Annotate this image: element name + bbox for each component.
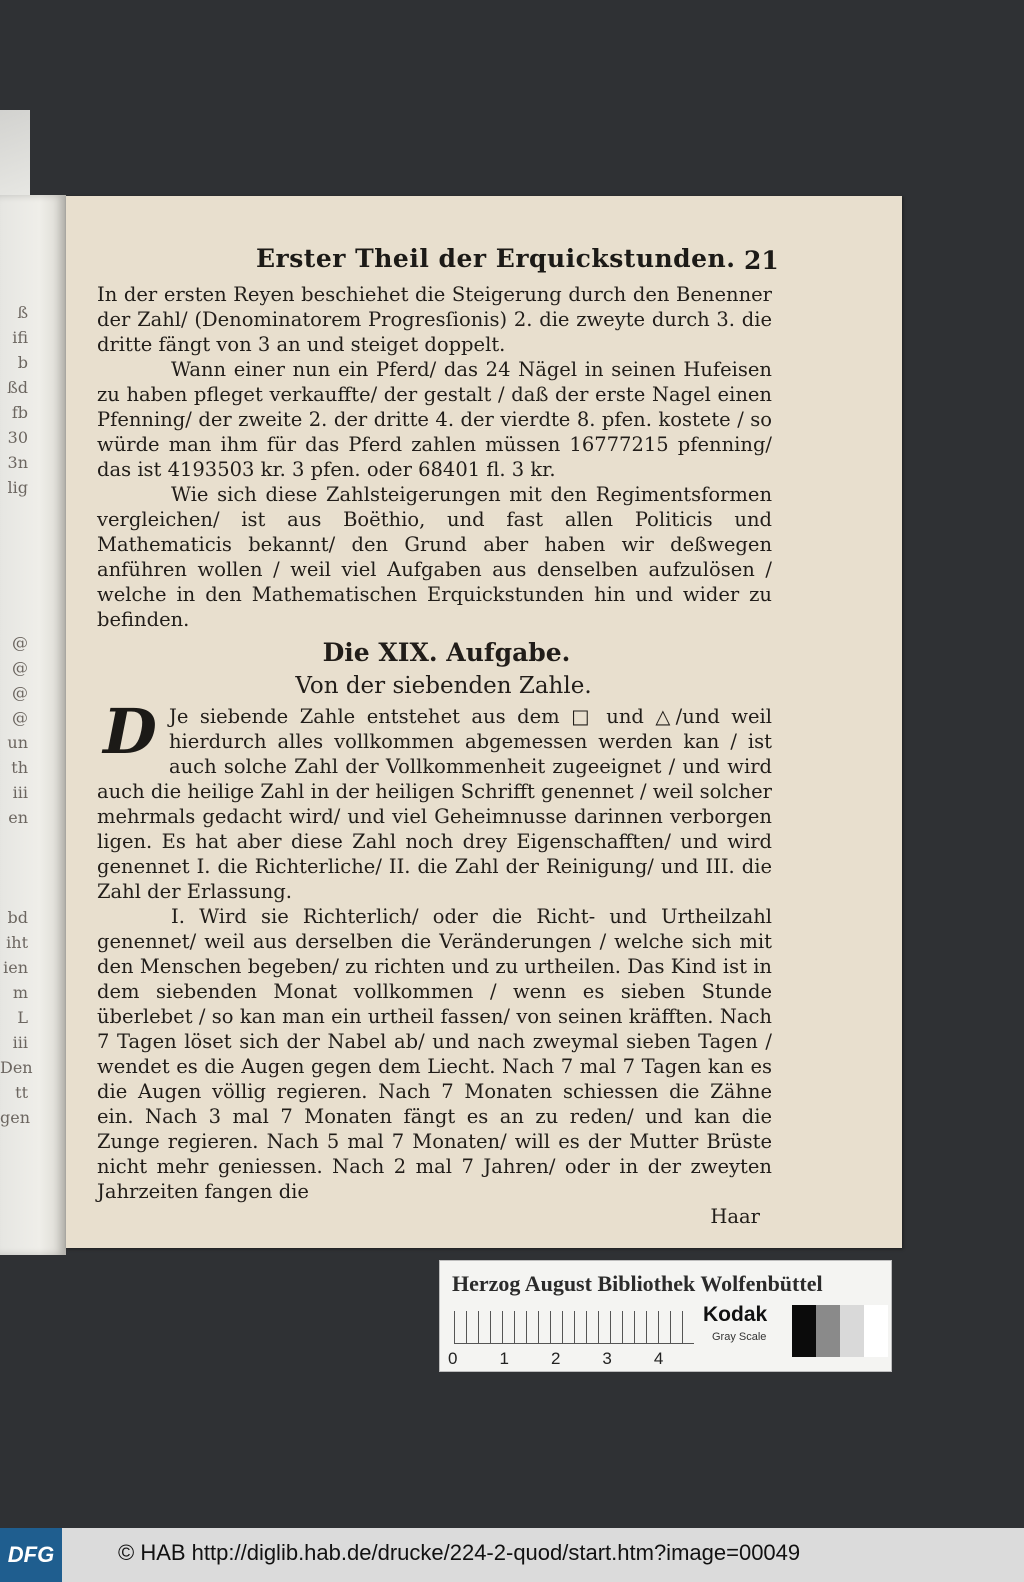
ruler-label: 4 bbox=[653, 1349, 664, 1368]
section-subheading: Von der siebenden Zahle. bbox=[295, 673, 592, 699]
left-page-fragment: L bbox=[17, 1008, 28, 1027]
left-page-fragment: @ bbox=[12, 708, 28, 727]
left-page-fragment: lig bbox=[7, 478, 28, 497]
gray-scale-label: Gray Scale bbox=[712, 1331, 767, 1343]
left-page-fragment: iii bbox=[12, 1033, 28, 1052]
copyright-link[interactable]: © HAB http://diglib.hab.de/drucke/224-2-quod/start.htm?image=00049 bbox=[118, 1540, 801, 1565]
left-page-fragment: gen bbox=[0, 1108, 31, 1127]
scale-ruler bbox=[454, 1311, 694, 1344]
library-name: Herzog August Bibliothek Wolfenbüttel bbox=[452, 1271, 823, 1296]
footer-bar bbox=[0, 1528, 1024, 1582]
paragraph: I. Wird sie Richterlich/ oder die Richt- und Urtheilzahl genennet/ weil aus derselben die Veränderungen / welche sich mit den Menschen begeben/ zu richten und zu urtheilen. Das Kind ist in dem siebenden Monat vollkommen / wenn es sieben Stunde überlebet / so kan man ein urtheil fassen/ von seinen kräfften. Nach 7 Tagen löset sich der Nabel ab/ und nach zweymal sieben Tagen / wendet es die Augen gegen dem Liecht. Nach 7 mal 7 Tagen kan es die Augen völlig regieren. Nach 7 Monaten schiessen die Zähne ein. Nach 3 mal 7 Monaten fängt es an zu reden/ und kan die Zunge regieren. Nach 5 mal 7 Monaten/ will es der Mutter Brüste nicht mehr geniessen. Nach 2 mal 7 Jahren/ oder in der zweyten Jahrzeiten fangen die bbox=[97, 905, 772, 1203]
gray-swatch bbox=[840, 1305, 864, 1357]
gray-swatch bbox=[792, 1305, 816, 1357]
page-text bbox=[97, 282, 772, 1229]
dfg-logo: DFG bbox=[0, 1528, 62, 1582]
gray-swatches bbox=[792, 1305, 888, 1357]
left-page-fragment: fb bbox=[11, 403, 28, 422]
catchword: Haar bbox=[710, 1205, 760, 1228]
page-number: 21 bbox=[744, 246, 779, 275]
paragraph: Wann einer nun ein Pferd/ das 24 Nägel in seinen Hufeisen zu haben pfleget verkauffte/ der gestalt / daß der erste Nagel einen Pfenning/ der zweite 2. der dritte 4. der vierdte 8. pfen. kostete / so würde man ihm für das Pferd zahlen müssen 16777215 pfenning/ das ist 4193503 kr. 3 pfen. oder 68401 fl. 3 kr. bbox=[97, 358, 772, 481]
left-page-fragment: ß bbox=[17, 303, 28, 322]
left-page-fragment: 3n bbox=[7, 453, 28, 472]
paragraph: In der ersten Reyen beschiehet die Steigerung durch den Benenner der Zahl/ (Denominatorem Progresſionis) 2. die zweyte durch 3. die dritte fängt von 3 an und steiget doppelt. bbox=[97, 283, 772, 356]
left-page-fragment: tt bbox=[15, 1083, 28, 1102]
left-page-fragment: @ bbox=[12, 683, 28, 702]
left-page-fragment: ien bbox=[3, 958, 28, 977]
ruler-labels bbox=[448, 1349, 708, 1369]
gray-swatch bbox=[864, 1305, 888, 1357]
left-page-fragment: bd bbox=[7, 908, 28, 927]
paragraph: Wie sich diese Zahlsteigerungen mit den Regimentsformen vergleichen/ ist aus Boëthio, und fast allen Politicis und Mathematicis bekannt/ den Grund aber haben wir deßwegen anführen wollen / weil viel Aufgaben aus denselben aufzulösen / welche in den Mathematischen Erquickstunden hin und wider zu befinden. bbox=[97, 483, 772, 631]
gray-swatch bbox=[816, 1305, 840, 1357]
left-page-edge-top bbox=[0, 110, 30, 200]
left-page-fragment: iht bbox=[6, 933, 28, 952]
left-page-fragment: ßd bbox=[7, 378, 28, 397]
left-page-fragment: ifi bbox=[12, 328, 28, 347]
left-page-fragment: un bbox=[7, 733, 28, 752]
ruler-label: 2 bbox=[550, 1349, 561, 1368]
left-page-fragment: @ bbox=[12, 658, 28, 677]
ruler-label: 0 bbox=[448, 1349, 458, 1368]
paragraph-text: Je siebende Zahle entstehet aus dem □ und △/und weil hierdurch alles vollkommen abgemessen werden kan / ist auch solche Zahl der Vollkommenheit zugeeignet / und wird auch die heilige Zahl in der heiligen Schrifft genennet / weil solcher mehrmals gedacht wird/ und viel Geheimnusse darinnen verborgen ligen. Es hat aber diese Zahl noch drey Eigenschafften/ und wird genennet I. die Richterliche/ II. die Zahl der Reinigung/ und III. die Zahl der Erlassung. bbox=[97, 705, 772, 903]
left-page-fragment: m bbox=[12, 983, 28, 1002]
left-page-fragment: en bbox=[8, 808, 28, 827]
running-head: Erster Theil der Erquickstunden. bbox=[256, 244, 736, 273]
ruler-label: 1 bbox=[499, 1349, 509, 1368]
paragraph bbox=[97, 695, 772, 904]
left-page-fragment: Den bbox=[0, 1058, 33, 1077]
left-page-fragment: b bbox=[17, 353, 28, 372]
kodak-logo: Kodak bbox=[703, 1303, 768, 1326]
book-page bbox=[66, 196, 902, 1248]
section-heading: Die XIX. Aufgabe. bbox=[322, 638, 571, 667]
left-page-fragment: @ bbox=[12, 633, 28, 652]
ruler-label: 3 bbox=[602, 1349, 612, 1368]
left-page-fragment: iii bbox=[12, 783, 28, 802]
color-calibration-card bbox=[439, 1260, 892, 1372]
left-page-fragment: 30 bbox=[7, 428, 28, 447]
drop-cap: D bbox=[103, 695, 157, 768]
left-page-fragments bbox=[0, 300, 33, 1130]
left-page-fragment: th bbox=[11, 758, 28, 777]
